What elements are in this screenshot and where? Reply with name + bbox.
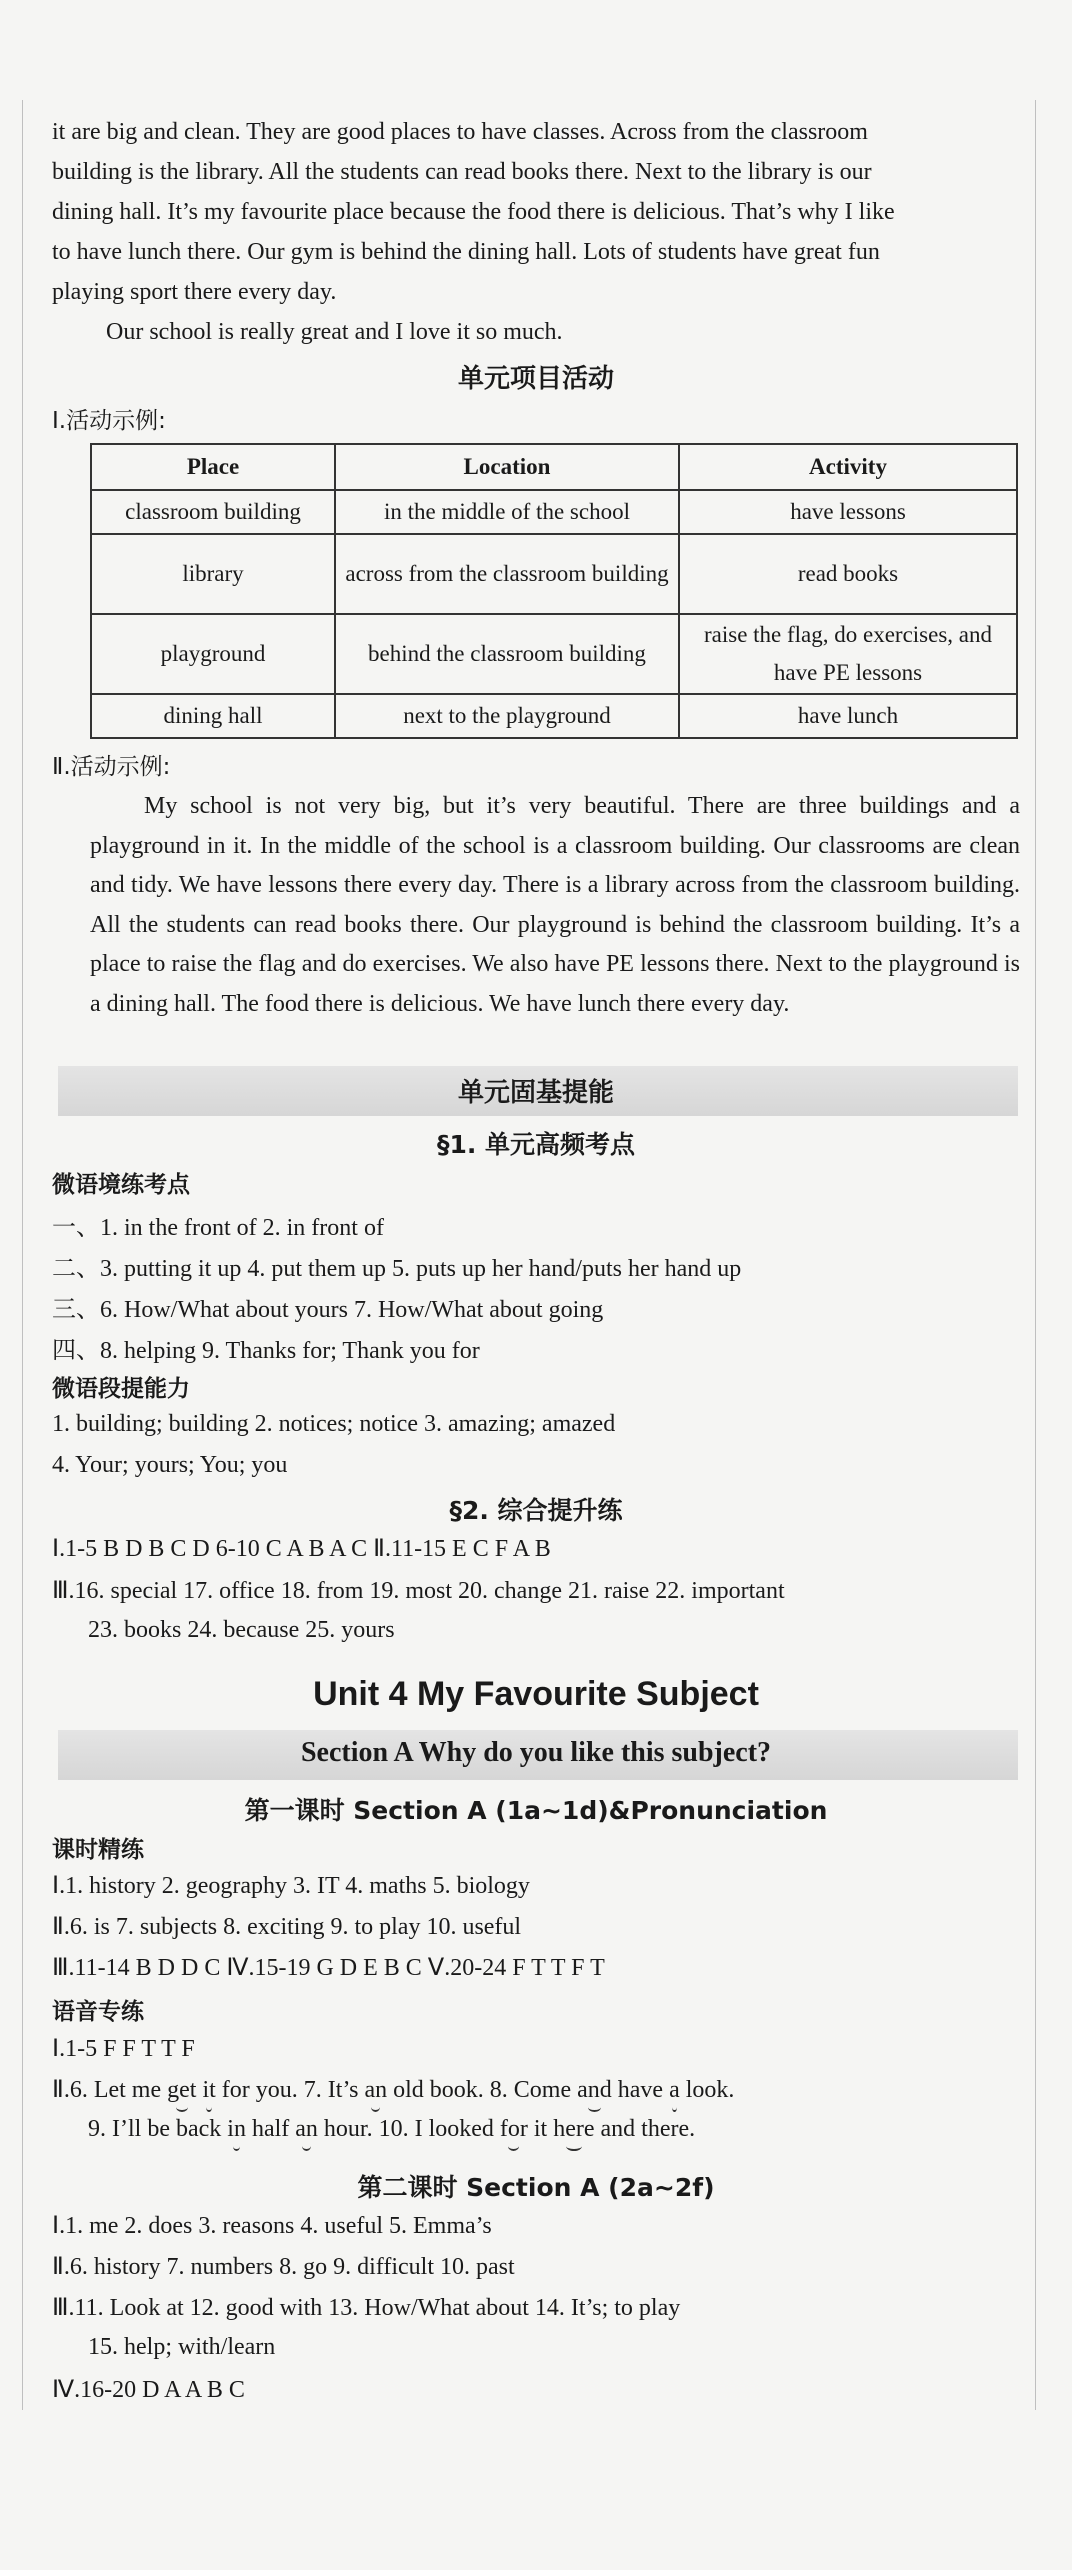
activity-table xyxy=(90,443,1018,739)
text-segment: hour. 10. I looked xyxy=(317,2116,500,2142)
table-row xyxy=(91,490,1017,534)
answer-line: 三、6. How/What about yours 7. How/What about going xyxy=(52,1297,604,1323)
answer-line: Ⅰ.1. me 2. does 3. reasons 4. useful 5. Emma’s xyxy=(52,2213,492,2239)
answer-line: Ⅱ.6. history 7. numbers 8. go 9. difficult 10. past xyxy=(52,2254,515,2280)
table-header: Place xyxy=(91,444,335,490)
answer-line: Ⅲ.16. special 17. office 18. from 19. most 20. change 21. raise 22. important xyxy=(52,1578,785,1604)
table-cell: have lessons xyxy=(679,490,1017,534)
answer-line: 15. help; with/learn xyxy=(88,2334,276,2360)
lesson1-label: 课时精练 xyxy=(52,1837,144,1863)
answer-line: Ⅰ.1-5 B D B C D 6-10 C A B A C Ⅱ.11-15 E C F A B xyxy=(52,1536,551,1562)
table-cell: have lunch xyxy=(679,694,1017,738)
table-cell: behind the classroom building xyxy=(335,614,679,694)
essay-paragraph xyxy=(52,112,1018,352)
essay-line: building is the library. All the students can read books there. Next to the library is our xyxy=(52,159,872,185)
essay-line: playing sport there every day. xyxy=(52,279,337,305)
linking-word: and xyxy=(577,2077,612,2103)
s2-title: §2. 综合提升练 xyxy=(449,1496,623,1525)
answer-line: 23. books 24. because 25. yours xyxy=(88,1617,395,1643)
answer-line: Ⅳ.16-20 D A A B C xyxy=(52,2377,245,2403)
answer-line: 4. Your; yours; You; you xyxy=(52,1452,288,1478)
text-segment: have xyxy=(611,2077,670,2103)
right-margin-line xyxy=(1035,100,1036,2410)
table-cell: playground xyxy=(91,614,335,694)
table-cell: in the middle of the school xyxy=(335,490,679,534)
text-segment: 9. I’ll be back xyxy=(88,2116,228,2142)
text-segment: half xyxy=(245,2116,296,2142)
s1-title: §1. 单元高频考点 xyxy=(436,1130,636,1159)
essay-closing: Our school is really great and I love it so much. xyxy=(106,319,563,345)
unit-title: Unit 4 My Favourite Subject xyxy=(313,1675,759,1713)
band-title: 单元固基提能 xyxy=(457,1078,614,1108)
table-cell: raise the flag, do exercises, and have PE lessons xyxy=(679,614,1017,694)
table-header: Activity xyxy=(679,444,1017,490)
table-header-row xyxy=(91,444,1017,490)
table-row xyxy=(91,694,1017,738)
linking-word: get xyxy=(167,2077,197,2103)
text-segment: look. xyxy=(679,2077,735,2103)
text-segment: old book. 8. Come xyxy=(387,2077,578,2103)
linking-word: an xyxy=(364,2077,388,2103)
text-segment: it xyxy=(527,2116,554,2142)
project-title: 单元项目活动 xyxy=(457,364,614,394)
answer-line: 四、8. helping 9. Thanks for; Thank you for xyxy=(52,1338,480,1364)
lesson1-title: 第一课时 Section A (1a~1d)&Pronunciation xyxy=(244,1796,828,1825)
text-segment: for you. 7. It’s xyxy=(215,2077,365,2103)
text-segment: Ⅱ.6. Let me xyxy=(52,2077,168,2103)
linking-word: here xyxy=(553,2116,595,2142)
text-segment: and there. xyxy=(594,2116,696,2142)
answer-line: 二、3. putting it up 4. put them up 5. puts up her hand/puts her hand up xyxy=(52,1256,742,1282)
linking-word: a xyxy=(669,2077,680,2103)
table-row xyxy=(91,534,1017,614)
answer-line: 一、1. in the front of 2. in front of xyxy=(52,1215,384,1241)
para-label: 微语段提能力 xyxy=(52,1376,190,1402)
answer-line: Ⅲ.11. Look at 12. good with 13. How/What about 14. It’s; to play xyxy=(52,2295,681,2321)
essay-line: to have lunch there. Our gym is behind the dining hall. Lots of students have great fun xyxy=(52,239,880,265)
table-cell: next to the playground xyxy=(335,694,679,738)
essay-line: dining hall. It’s my favourite place because the food there is delicious. That’s why I like xyxy=(52,199,895,225)
lesson2-title: 第二课时 Section A (2a~2f) xyxy=(357,2173,715,2202)
table-cell: across from the classroom building xyxy=(335,534,679,614)
answer-line: Ⅰ.1-5 F F T T F xyxy=(52,2036,195,2062)
table-cell: read books xyxy=(679,534,1017,614)
part1-label: Ⅰ.活动示例: xyxy=(52,408,166,434)
table-cell: classroom building xyxy=(91,490,335,534)
left-margin-line xyxy=(22,100,23,2410)
part2-paragraph: My school is not very big, but it’s very beautiful. There are three buildings and a playground in it. In the middle of the school is a classroom building. Our classrooms are clean and tidy. We have lessons there every day. There is a library across from the classroom building. All the students can read books there. Our playground is behind the classroom building. It’s a place to raise the flag and do exercises. We also have PE lessons there. Next to the playground is a dining hall. The food there is delicious. We have lunch there every day. xyxy=(90,793,1020,1017)
table-cell: dining hall xyxy=(91,694,335,738)
phonetics-label: 语音专练 xyxy=(52,1999,144,2025)
linking-word: an xyxy=(295,2116,318,2142)
answer-line: Ⅰ.1. history 2. geography 3. IT 4. maths 5. biology xyxy=(52,1873,530,1899)
answer-line: Ⅲ.11-14 B D D C Ⅳ.15-19 G D E B C Ⅴ.20-24 F T T F T xyxy=(52,1955,605,1981)
linking-word: for xyxy=(499,2116,528,2142)
essay-line: it are big and clean. They are good places to have classes. Across from the classroom xyxy=(52,119,868,145)
linking-word: it xyxy=(202,2077,216,2103)
table-row xyxy=(91,614,1017,694)
micro-label: 微语境练考点 xyxy=(52,1172,190,1198)
phonetics-linking-line xyxy=(52,2075,734,2104)
part2-label: Ⅱ.活动示例: xyxy=(52,754,171,780)
answer-line: Ⅱ.6. is 7. subjects 8. exciting 9. to play 10. useful xyxy=(52,1914,522,1940)
linking-word: in xyxy=(227,2116,246,2142)
table-cell: library xyxy=(91,534,335,614)
section-a-title: Section A Why do you like this subject? xyxy=(300,1737,772,1768)
table-header: Location xyxy=(335,444,679,490)
answer-line: 1. building; building 2. notices; notice 3. amazing; amazed xyxy=(52,1411,616,1437)
phonetics-linking-line xyxy=(88,2116,695,2143)
